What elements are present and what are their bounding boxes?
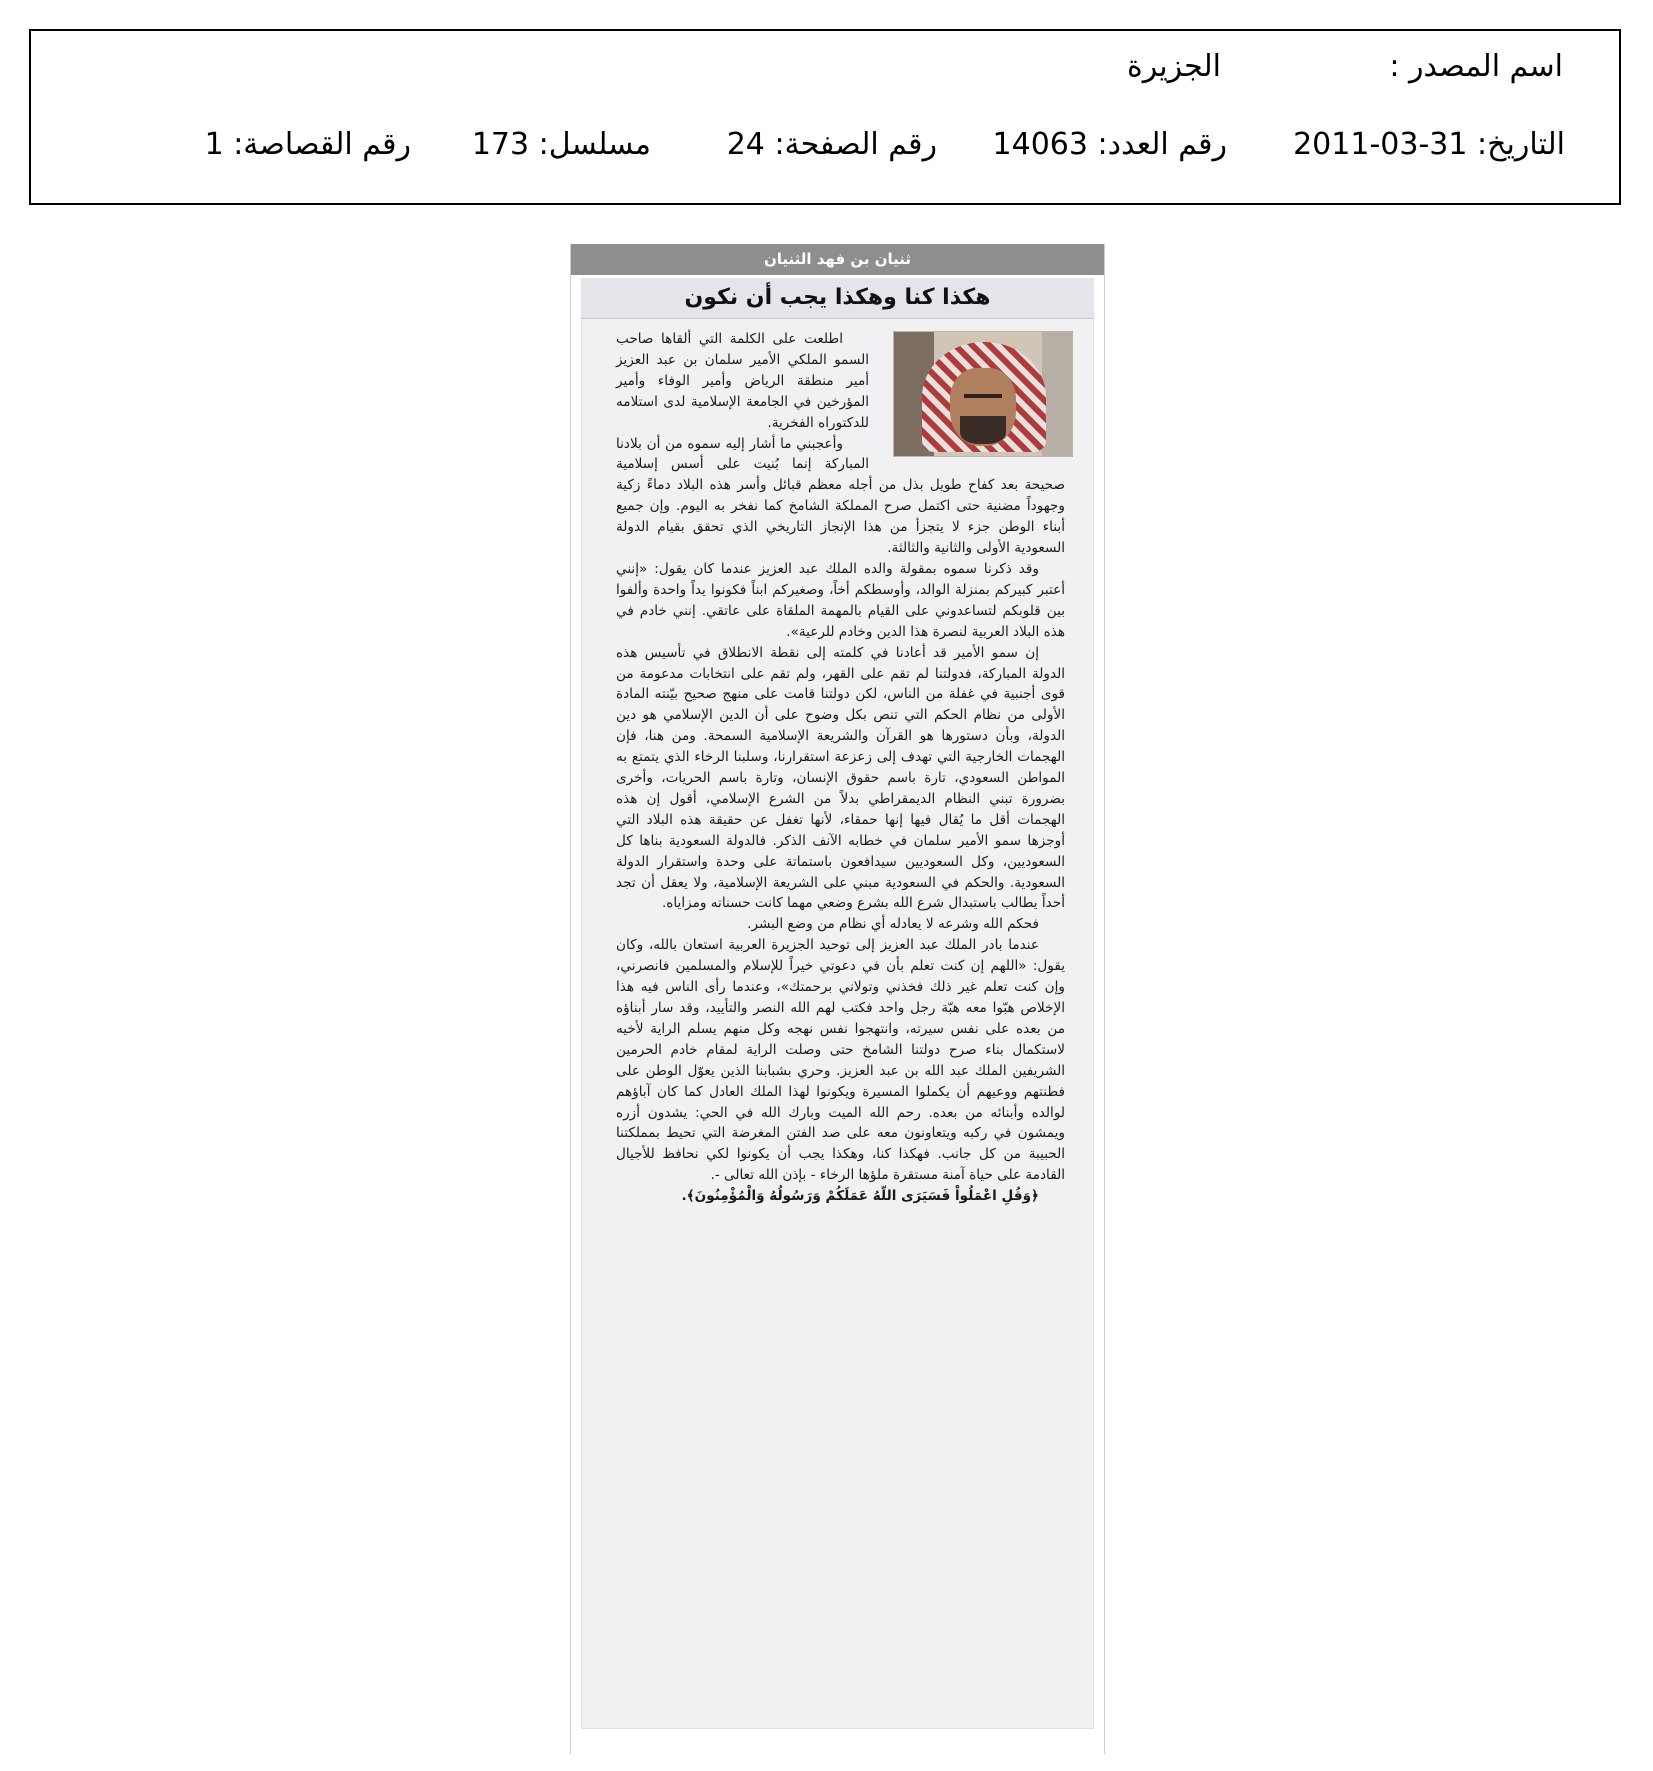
article-title: هكذا كنا وهكذا يجب أن نكون — [581, 278, 1094, 319]
serial-field: مسلسل: 173 — [471, 127, 651, 162]
article-text — [616, 329, 1065, 1207]
newspaper-clipping — [570, 244, 1105, 1754]
date-field: التاريخ: 31-03-2011 — [1293, 127, 1565, 162]
source-value: الجزيرة — [1126, 49, 1221, 84]
issue-field: رقم العدد: 14063 — [992, 127, 1227, 162]
clip-number-field: رقم القصاصة: 1 — [204, 127, 411, 162]
paragraph: اطلعت على الكلمة التي ألقاها صاحب السمو الملكي الأمير سلمان بن عبد العزيز أمير منطقة الرياض وأمير الوفاء وأمير المؤرخين في الجامعة الإسلامية لدى استلامه للدكتوراه الفخرية. — [616, 331, 869, 431]
paragraph: وأعجبني ما أشار إليه سموه من أن بلادنا المباركة إنما بُنيت على أسس إسلامية صحيحة بعد كفاح طويل بذل من أجله معظم قبائل وأسر هذه البلاد دماءً زكية وجهوداً مضنية حتى اكتمل صرح المملكة الشامخ كما نفخر به اليوم. وإن جميع أبناء الوطن جزء لا يتجزأ من هذا الإنجاز التاريخي الذي تحقق بقيام الدولة السعودية الأولى والثانية والثالثة. — [616, 435, 1065, 557]
paragraph: إن سمو الأمير قد أعادنا في كلمته إلى نقطة الانطلاق في تأسيس هذه الدولة المباركة، فدولتنا لم تقم على القهر، ولم تقم على انتخابات مدعومة من قوى أجنبية في غفلة من الناس، لكن دولتنا قامت على منهج صحيح بيّنته المادة الأولى من نظام الحكم التي تنص بكل وضوح على أن الدين الإسلامي هو دين الدولة، وبأن دستورها هو القرآن والشريعة الإسلامية السمحة. ومن هنا، فإن الهجمات الخارجية التي تهدف إلى زعزعة استقرارنا، وسلبنا الرخاء الذي يتمتع به المواطن السعودي، تارة باسم حقوق الإنسان، وتارة باسم الحريات، وأخرى بضرورة تبني النظام الديمقراطي بدلاً من الشرع الإسلامي، أقول إن هذه الهجمات أقل ما يُقال فيها إنها حمقاء، لأنها تغفل عن حقيقة هذه البلاد التي أوجزها سمو الأمير سلمان في خطابه الآنف الذكر. فالدولة السعودية بناها كل السعوديين، وكل السعوديين سيدافعون باستماتة على وحدة واستقرار الدولة السعودية. والحكم في السعودية مبني على الشريعة الإسلامية، ولا يعقل أن تجد أحداً يطالب باستبدال شرع الله بشرع وضعي مهما كانت حسناته ومزاياه. — [616, 644, 1065, 912]
quran-verse: ﴿وَقُلِ اعْمَلُواْ فَسَيَرَى اللّهُ عَمَلَكُمْ وَرَسُولُهُ وَالْمُؤْمِنُونَ﴾. — [681, 1188, 1039, 1205]
author-bar: ثنيان بن فهد الثنيان — [571, 244, 1104, 275]
paragraph: عندما بادر الملك عبد العزيز إلى توحيد الجزيرة العربية استعان بالله، وكان يقول: «اللهم إن كنت تعلم بأن في دعوتي خيراً للإسلام والمسلمين فانصرني، وإن كنت تعلم غير ذلك فخذني وتولاني برحمتك»، وعندما رأى الناس فيه هذا الإخلاص هبّوا معه هبّة رجل واحد فكتب لهم الله النصر والتأييد، وقد سار أبناؤه من بعده على نفس سيرته، وانتهجوا نفس نهجه وكل منهم يسلم الراية لأخيه لاستكمال بناء صرح دولتنا الشامخ حتى وصلت الراية لمقام خادم الحرمين الشريفين الملك عبد الله بن عبد العزيز. وحري بشبابنا الذين يعوّل الوطن على فطنتهم ووعيهم أن يكملوا المسيرة ويكونوا لهذا الملك العادل كما كان آباؤهم لوالده وأبنائه من بعده. رحم الله الميت وبارك الله في الحي: يشدون أزره ويمشون في ركبه ويتعاونون معه على صد الفتن المغرضة التي تحيط بمملكتنا الحبيبة من كل جانب. فهكذا كنا، وهكذا يجب أن يكونوا لكي نحافظ للأجيال القادمة على حياة آمنة مستقرة ملؤها الرخاء - بإذن الله تعالى -. — [616, 937, 1065, 1184]
page-field: رقم الصفحة: 24 — [726, 127, 937, 162]
paragraph: وقد ذكرنا سموه بمقولة والده الملك عبد العزيز عندما كان يقول: «إنني أعتبر كبيركم بمنزلة الوالد، وأوسطكم أخاً، وصغيركم ابناً فكونوا يداً واحدة وألفوا بين قلوبكم لتساعدوني على القيام بالمهمة الملقاة على عاتقي. إنني خادم في هذه البلاد العربية لنصرة هذا الدين وخادم للرعية». — [616, 560, 1065, 640]
paragraph: فحكم الله وشرعه لا يعادله أي نظام من وضع البشر. — [747, 916, 1039, 933]
article-body — [581, 319, 1094, 1729]
clip-info-box — [29, 29, 1621, 205]
author-photo — [893, 331, 1073, 457]
source-label: اسم المصدر : — [1389, 49, 1563, 84]
